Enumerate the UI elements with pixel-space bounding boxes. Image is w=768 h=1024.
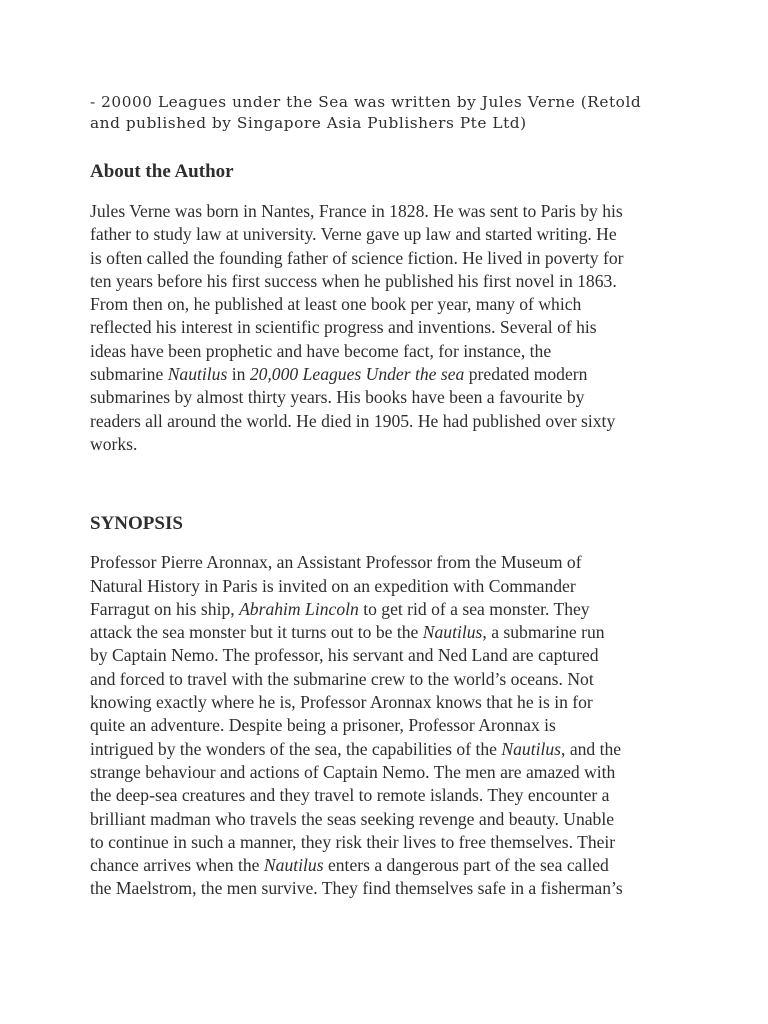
nautilus-name: Nautilus [422, 622, 483, 643]
nautilus-name: Nautilus [501, 738, 562, 759]
source-citation [90, 92, 680, 134]
about-line-1: Jules Verne was born in Nantes, France in 1828. He was sent to Paris by his [90, 201, 623, 221]
about-line-8-mid: in [227, 364, 250, 385]
synopsis-line-12: brilliant madman who travels the seas seeking revenge and beauty. Unable [90, 808, 615, 829]
nautilus-title: Nautilus [167, 364, 228, 385]
about-line-8-post: predated modern [464, 364, 588, 385]
synopsis-line-11: the deep-sea creatures and they travel to remote islands. They encounter a [90, 785, 610, 806]
synopsis-line-4-post: , a submarine run [482, 622, 605, 643]
ship-name: Abrahim Lincoln [239, 598, 359, 619]
synopsis-line-4 [90, 621, 680, 644]
document-page [90, 92, 680, 901]
about-line-8-pre: submarine [90, 364, 168, 385]
synopsis-heading: SYNOPSIS [90, 513, 183, 535]
synopsis-line-9 [90, 738, 680, 761]
nautilus-name: Nautilus [263, 855, 324, 876]
about-line-9: submarines by almost thirty years. His books have been a favourite by [90, 387, 585, 408]
source-line-2: and published by Singapore Asia Publishers Pte Ltd) [90, 114, 527, 132]
about-author-heading: About the Author [90, 161, 234, 182]
synopsis-line-14-post: enters a dangerous part of the sea called [323, 855, 609, 876]
about-line-2: father to study law at university. Verne gave up law and started writing. He [90, 224, 617, 245]
source-line-1: - 20000 Leagues under the Sea was written by Jules Verne (Retold [90, 93, 642, 111]
synopsis-line-5: by Captain Nemo. The professor, his servant and Ned Land are captured [90, 645, 599, 666]
synopsis-line-7: knowing exactly where he is, Professor Aronnax knows that he is in for [90, 692, 593, 713]
synopsis-line-15: the Maelstrom, the men survive. They find themselves safe in a fisherman’s [90, 878, 623, 899]
synopsis-line-14 [90, 854, 680, 877]
synopsis-line-3 [90, 598, 680, 621]
synopsis-line-6: and forced to travel with the submarine crew to the world’s oceans. Not [90, 668, 594, 689]
about-line-11: works. [90, 433, 138, 454]
synopsis-line-10: strange behaviour and actions of Captain Nemo. The men are amazed with [90, 761, 616, 782]
synopsis-line-3-post: to get rid of a sea monster. They [358, 598, 590, 619]
synopsis-line-9-post: , and the [561, 738, 622, 759]
about-line-5: From then on, he published at least one book per year, many of which [90, 294, 582, 315]
about-author-paragraph [90, 200, 680, 456]
book-title: 20,000 Leagues Under the sea [249, 364, 465, 385]
synopsis-line-13: to continue in such a manner, they risk their lives to free themselves. Their [90, 831, 616, 852]
synopsis-line-1: Professor Pierre Aronnax, an Assistant Professor from the Museum of [90, 552, 582, 573]
synopsis-line-9-pre: intrigued by the wonders of the sea, the capabilities of the [90, 738, 502, 759]
about-line-3: is often called the founding father of science fiction. He lived in poverty for [90, 247, 624, 268]
synopsis-line-4-pre: attack the sea monster but it turns out to be the [90, 622, 423, 643]
synopsis-paragraph [90, 551, 680, 900]
about-line-4: ten years before his first success when he published his first novel in 1863. [90, 270, 617, 291]
synopsis-line-14-pre: chance arrives when the [90, 855, 264, 876]
synopsis-line-3-pre: Farragut on his ship, [90, 598, 240, 619]
about-line-7: ideas have been prophetic and have become fact, for instance, the [90, 340, 552, 361]
synopsis-line-2: Natural History in Paris is invited on an expedition with Commander [90, 575, 576, 596]
about-line-8 [90, 363, 680, 386]
synopsis-line-8: quite an adventure. Despite being a prisoner, Professor Aronnax is [90, 715, 556, 736]
about-line-10: readers all around the world. He died in 1905. He had published over sixty [90, 410, 616, 431]
about-line-6: reflected his interest in scientific progress and inventions. Several of his [90, 317, 597, 338]
